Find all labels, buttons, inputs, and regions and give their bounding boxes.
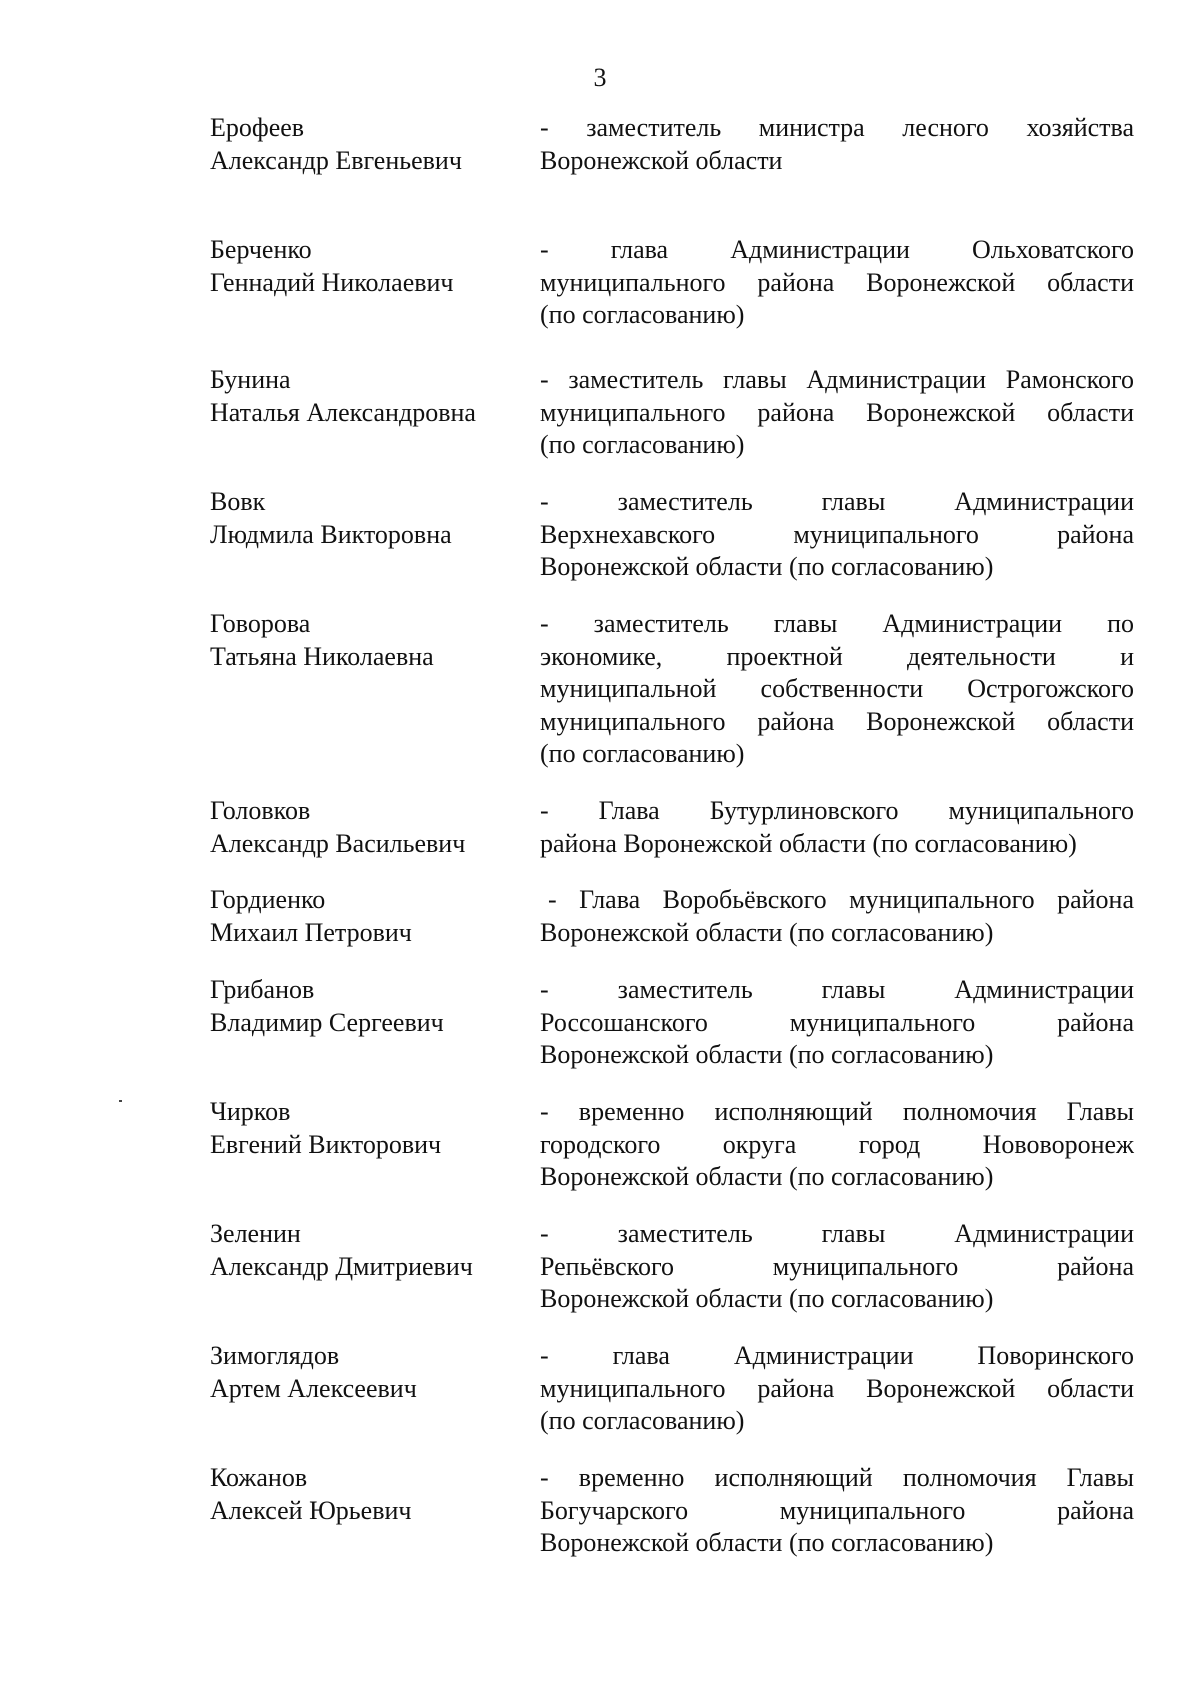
position-line: экономике, проектной деятельности и — [540, 641, 1134, 671]
position-line: Россошанского муниципального района — [540, 1007, 1134, 1037]
member-given-names: Евгений Викторович — [210, 1129, 442, 1159]
position-line: - заместитель главы Администрации по — [540, 609, 1134, 638]
member-given-names: Людмила Викторовна — [210, 519, 452, 549]
position-line: Воронежской области (по согласованию) — [540, 1284, 994, 1313]
position-line: - Глава Воробьёвского муниципального района — [548, 885, 1134, 914]
position-line: муниципальной собственности Острогожского — [540, 674, 1134, 703]
position-line: муниципального района Воронежской области — [540, 706, 1134, 736]
member-name — [210, 1462, 510, 1527]
position-line: - заместитель главы Администрации — [540, 1219, 1134, 1248]
position-line: Воронежской области — [540, 145, 783, 175]
member-position — [540, 1096, 1134, 1194]
member-position — [540, 486, 1134, 584]
member-name — [210, 1340, 510, 1405]
member-surname: Грибанов — [210, 975, 315, 1004]
member-name — [210, 795, 510, 860]
position-line: - заместитель министра лесного хозяйства — [540, 113, 1134, 142]
position-line: Воронежской области (по согласованию) — [540, 552, 994, 581]
member-name — [210, 112, 510, 177]
member-name — [210, 234, 510, 299]
position-line: (по согласованию) — [540, 739, 745, 768]
member-given-names: Артем Алексеевич — [210, 1373, 417, 1403]
position-line: - временно исполняющий полномочия Главы — [540, 1463, 1134, 1492]
member-name — [210, 974, 510, 1039]
member-surname: Зеленин — [210, 1219, 301, 1248]
member-name — [210, 486, 510, 551]
member-given-names: Михаил Петрович — [210, 917, 412, 947]
position-line: - глава Администрации Ольховатского — [540, 235, 1134, 264]
member-given-names: Александр Дмитриевич — [210, 1251, 473, 1281]
member-given-names: Алексей Юрьевич — [210, 1495, 412, 1525]
position-line: Воронежской области (по согласованию) — [540, 917, 994, 947]
member-name — [210, 608, 510, 673]
position-line: - глава Администрации Поворинского — [540, 1341, 1134, 1370]
member-given-names: Наталья Александровна — [210, 397, 476, 427]
position-line: - заместитель главы Администрации — [540, 975, 1134, 1004]
position-line: (по согласованию) — [540, 1406, 745, 1435]
member-position — [540, 974, 1134, 1072]
position-line: Воронежской области (по согласованию) — [540, 1162, 994, 1191]
member-position — [540, 884, 1134, 949]
position-line: - заместитель главы Администрации Рамонского — [540, 365, 1134, 394]
member-surname: Бунина — [210, 365, 291, 394]
position-line: Репьёвского муниципального района — [540, 1251, 1134, 1281]
position-line: (по согласованию) — [540, 300, 745, 329]
member-name — [210, 364, 510, 429]
member-name — [210, 884, 510, 949]
member-position — [540, 1218, 1134, 1316]
member-given-names: Геннадий Николаевич — [210, 267, 454, 297]
position-line: городского округа город Нововоронеж — [540, 1129, 1134, 1159]
member-given-names: Александр Васильевич — [210, 828, 466, 858]
position-line: Воронежской области (по согласованию) — [540, 1528, 994, 1557]
member-surname: Гордиенко — [210, 885, 326, 914]
member-surname: Чирков — [210, 1097, 291, 1126]
position-line: - заместитель главы Администрации — [540, 487, 1134, 516]
member-given-names: Владимир Сергеевич — [210, 1007, 444, 1037]
member-surname: Кожанов — [210, 1463, 308, 1492]
position-line: Богучарского муниципального района — [540, 1495, 1134, 1525]
member-name — [210, 1096, 510, 1161]
member-position — [540, 1340, 1134, 1438]
scan-speck-mark — [119, 1100, 122, 1102]
member-position — [540, 795, 1134, 860]
member-surname: Зимоглядов — [210, 1341, 340, 1370]
member-given-names: Татьяна Николаевна — [210, 641, 434, 671]
member-position — [540, 1462, 1134, 1560]
position-line: Верхнехавского муниципального района — [540, 519, 1134, 549]
member-position — [540, 364, 1134, 462]
position-line: - временно исполняющий полномочия Главы — [540, 1097, 1134, 1126]
member-surname: Вовк — [210, 487, 266, 516]
position-line: муниципального района Воронежской области — [540, 397, 1134, 427]
position-line: - Глава Бутурлиновского муниципального — [540, 796, 1134, 825]
member-surname: Головков — [210, 796, 311, 825]
member-given-names: Александр Евгеньевич — [210, 145, 462, 175]
member-surname: Говорова — [210, 609, 311, 638]
member-position — [540, 112, 1134, 177]
member-position — [540, 234, 1134, 332]
member-position — [540, 608, 1134, 771]
member-name — [210, 1218, 510, 1283]
position-line: (по согласованию) — [540, 430, 745, 459]
member-surname: Ерофеев — [210, 113, 305, 142]
position-line: муниципального района Воронежской области — [540, 1373, 1134, 1403]
member-surname: Берченко — [210, 235, 312, 264]
position-line: Воронежской области (по согласованию) — [540, 1040, 994, 1069]
position-line: района Воронежской области (по согласованию) — [540, 828, 1077, 858]
page-number: 3 — [593, 63, 607, 92]
position-line: муниципального района Воронежской области — [540, 267, 1134, 297]
